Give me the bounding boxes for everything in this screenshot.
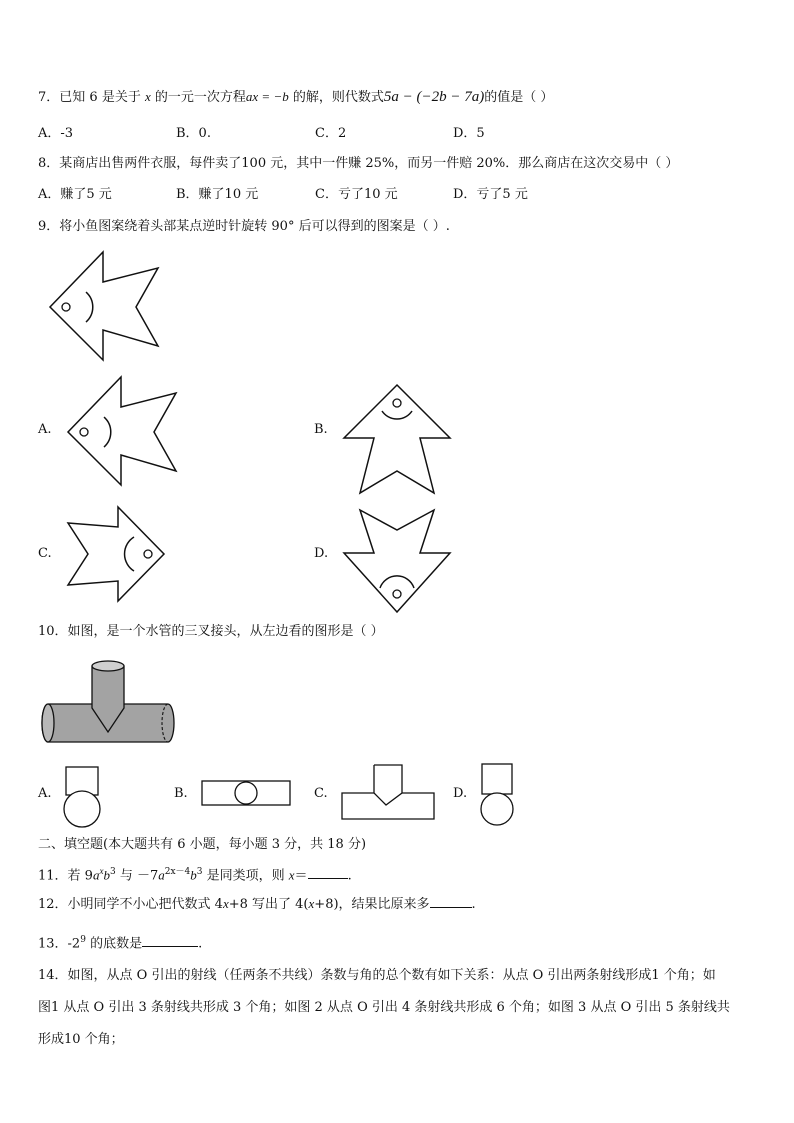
- q10-option-a-figure[interactable]: [60, 765, 104, 831]
- q8-option-d[interactable]: D．亏了5 元: [453, 187, 528, 202]
- q9-option-b-label[interactable]: B.: [314, 422, 328, 437]
- q7-option-a[interactable]: A．-3: [38, 126, 74, 141]
- q11-mid: 与 －7: [115, 868, 159, 884]
- q7-expression: 5a − (−2b − 7a): [383, 89, 485, 105]
- q8-option-a[interactable]: A．赚了5 元: [38, 187, 112, 202]
- q10-option-c-figure[interactable]: [338, 763, 438, 823]
- q12-mid2: +8)，结果比原来多: [314, 897, 430, 912]
- q13-mid: 的底数是: [85, 936, 143, 952]
- section2-title: 二、填空题(本大题共有 6 小题，每小题 3 分，共 18 分): [38, 837, 367, 852]
- q10-option-d-label[interactable]: D.: [453, 786, 468, 801]
- q9-option-d-label[interactable]: D.: [314, 546, 329, 561]
- q7-equation: ax = −b: [245, 89, 289, 104]
- q9-option-a-label[interactable]: A.: [38, 422, 52, 437]
- q14-line3: 形成10 个角；: [38, 1032, 124, 1047]
- q11-term1: a: [92, 867, 100, 883]
- q11-sup2: 2x－4: [164, 867, 191, 877]
- q11-sup2b: 3: [196, 867, 203, 877]
- q10-stem: 10．如图，是一个水管的三叉接头，从左边看的图形是（ ）: [38, 624, 384, 639]
- q10-option-a-label[interactable]: A.: [38, 786, 52, 801]
- q13-sup: 9: [80, 935, 86, 945]
- q11-suffix: 是同类项，则: [202, 868, 289, 884]
- q7-number: 7．: [38, 90, 60, 105]
- q9-fish-original: [48, 250, 168, 365]
- q11-prefix: 11．若 9: [38, 868, 93, 884]
- q10-option-b-figure[interactable]: [200, 778, 294, 808]
- q11-var: x: [288, 867, 295, 883]
- q7-var-x: x: [144, 89, 151, 104]
- q10-option-b-label[interactable]: B.: [174, 786, 188, 801]
- q12-prefix: 12．小明同学不小心把代数式 4: [38, 897, 223, 912]
- q7-suffix: 的值是（ ）: [484, 90, 554, 105]
- q14-line1: 14．如图，从点 O 引出的射线（任两条不共线）条数与角的总个数有如下关系：从点 O 引出两条射线形成1 个角；如: [38, 968, 716, 983]
- q12-tail: .: [471, 897, 476, 912]
- q13-stem: [38, 931, 202, 953]
- q7-option-d[interactable]: D．5: [453, 126, 485, 141]
- q7-option-b[interactable]: B．0.: [176, 126, 211, 141]
- q10-option-c-label[interactable]: C.: [314, 786, 328, 801]
- q13-prefix: 13．-2: [38, 936, 81, 952]
- q14-line2: 图1 从点 O 引出 3 条射线共形成 3 个角；如图 2 从点 O 引出 4 条射线共形成 6 个角；如图 3 从点 O 引出 5 条射线共: [38, 1000, 730, 1015]
- q7-mid: 的一元一次方程: [154, 90, 246, 105]
- q11-sup1: x: [99, 866, 104, 876]
- q12-v2: x: [308, 896, 315, 911]
- q7-stem: [38, 88, 553, 107]
- q13-answer-blank[interactable]: [142, 946, 198, 947]
- q11-end: ＝: [294, 868, 308, 884]
- q8-option-c[interactable]: C．亏了10 元: [315, 187, 398, 202]
- q12-answer-blank[interactable]: [430, 907, 472, 908]
- q8-option-b[interactable]: B．赚了10 元: [176, 187, 259, 202]
- q10-option-d-figure[interactable]: [476, 762, 520, 828]
- q11-term1b: b: [103, 867, 110, 883]
- q7-option-c[interactable]: C．2: [315, 126, 347, 141]
- q11-answer-blank[interactable]: [308, 878, 348, 879]
- q9-fish-option-d[interactable]: [342, 508, 462, 628]
- q7-prefix: 已知 6 是关于: [59, 90, 141, 105]
- q9-fish-option-a[interactable]: [66, 375, 186, 490]
- q11-term2: a: [158, 867, 165, 883]
- q12-mid: +8 写出了 4(: [228, 897, 309, 912]
- q9-fish-option-c[interactable]: [66, 505, 186, 620]
- q8-stem: 8．某商店出售两件衣服，每件卖了100 元，其中一件赚 25%，而另一件赔 20%．那么商店在这次交易中（ ）: [38, 156, 679, 171]
- q10-tee-pipe: [40, 656, 180, 756]
- q7-mid2: 的解，则代数式: [292, 90, 384, 105]
- q9-stem: 9．将小鱼图案绕着头部某点逆时针旋转 90° 后可以得到的图案是（ ）.: [38, 219, 450, 234]
- q11-tail: .: [347, 868, 352, 884]
- q11-stem: [38, 862, 352, 885]
- q9-option-c-label[interactable]: C.: [38, 546, 52, 561]
- q9-fish-option-b[interactable]: [342, 383, 462, 503]
- q12-stem: [38, 895, 476, 914]
- q12-v1: x: [222, 896, 229, 911]
- q11-term2b: b: [190, 867, 197, 883]
- q13-tail: .: [198, 936, 203, 952]
- q11-sup1b: 3: [109, 867, 116, 877]
